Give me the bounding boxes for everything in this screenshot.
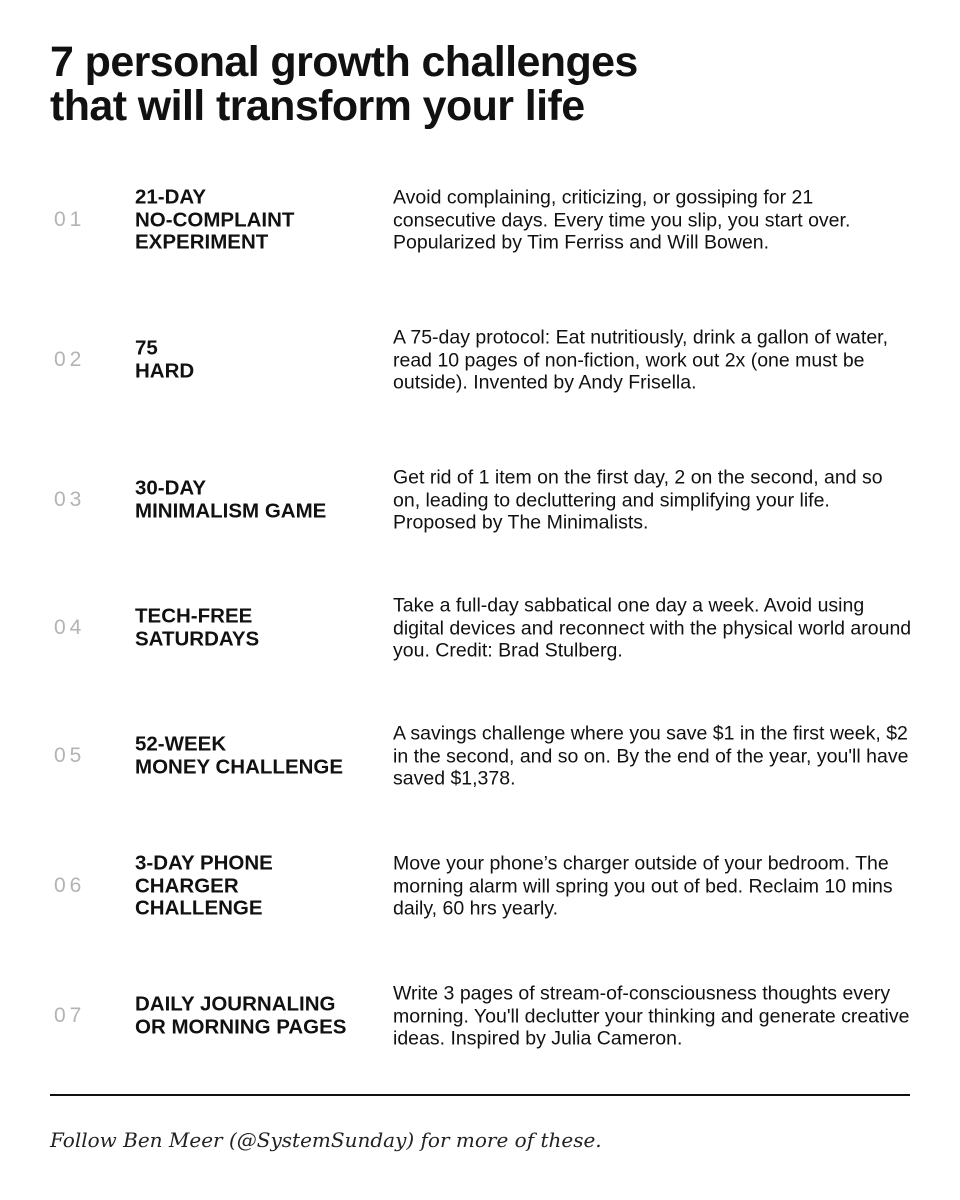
challenge-description: Take a full-day sabbatical one day a week. Avoid using digital devices and reconnect with the physical world around you. Credit: Brad Stulberg. xyxy=(393,594,912,662)
challenge-number: 01 xyxy=(54,208,86,231)
challenge-number: 04 xyxy=(54,616,86,639)
challenge-description: Get rid of 1 item on the first day, 2 on the second, and so on, leading to decluttering and simplifying your life. Proposed by The Minimalists. xyxy=(393,466,883,534)
challenge-description: Move your phone’s charger outside of your bedroom. The morning alarm will spring you out of bed. Reclaim 10 mins daily, 60 hrs yearly. xyxy=(393,852,893,920)
challenge-name xyxy=(135,478,380,523)
challenge-row xyxy=(0,716,960,796)
challenge-description: A 75-day protocol: Eat nutritiously, drink a gallon of water, read 10 pages of non-fiction, work out 2x (one must be outside). Invented by Andy Frisella. xyxy=(393,326,888,394)
challenge-name-line: 21-DAY xyxy=(135,185,207,209)
challenge-name-line: 52-WEEK xyxy=(135,732,227,756)
challenge-name-line: 3-DAY PHONE xyxy=(135,851,273,875)
challenge-name-line: MINIMALISM GAME xyxy=(135,499,327,522)
challenge-row xyxy=(0,180,960,260)
challenge-name-line: CHALLENGE xyxy=(135,896,263,920)
divider xyxy=(50,1094,910,1096)
challenge-row xyxy=(0,320,960,400)
title-line-1: 7 personal growth challenges xyxy=(50,38,638,86)
challenge-name-line: TECH-FREE xyxy=(135,604,253,628)
challenge-name xyxy=(135,852,380,920)
challenge-name-line: DAILY JOURNALING xyxy=(135,992,336,1016)
challenge-name xyxy=(135,338,380,383)
challenge-number: 06 xyxy=(54,874,86,897)
title-line-2: that will transform your life xyxy=(50,82,585,130)
page-title xyxy=(50,40,638,128)
challenge-description: Write 3 pages of stream-of-consciousness thoughts every morning. You'll declutter your thinking and generate creative ideas. Inspired by Julia Cameron. xyxy=(393,982,910,1050)
footer-credit: Follow Ben Meer (@SystemSunday) for more of these. xyxy=(50,1128,602,1152)
challenge-row xyxy=(0,460,960,540)
challenge-name xyxy=(135,994,380,1039)
challenge-description: Avoid complaining, criticizing, or gossiping for 21 consecutive days. Every time you slip, you start over. Popularized by Tim Ferriss and Will Bowen. xyxy=(393,186,851,254)
challenge-number: 05 xyxy=(54,744,86,767)
challenge-name-line: NO-COMPLAINT xyxy=(135,207,295,231)
challenge-name-line: SATURDAYS xyxy=(135,627,260,650)
challenge-number: 07 xyxy=(54,1004,86,1027)
challenge-name-line: CHARGER xyxy=(135,873,239,897)
challenge-number: 03 xyxy=(54,488,86,511)
challenge-name-line: OR MORNING PAGES xyxy=(135,1015,347,1038)
challenge-row xyxy=(0,976,960,1056)
challenge-row xyxy=(0,588,960,668)
challenge-name-line: MONEY CHALLENGE xyxy=(135,755,344,778)
challenge-name-line: EXPERIMENT xyxy=(135,230,269,254)
challenge-name-line: HARD xyxy=(135,359,195,382)
challenge-description: A savings challenge where you save $1 in the first week, $2 in the second, and so on. By the end of the year, you'll have saved $1,378. xyxy=(393,722,909,790)
challenge-name-line: 30-DAY xyxy=(135,476,207,500)
challenge-name-line: 75 xyxy=(135,336,158,360)
challenge-name xyxy=(135,186,380,254)
challenge-number: 02 xyxy=(54,348,86,371)
challenge-name xyxy=(135,606,380,651)
challenge-row xyxy=(0,846,960,926)
challenge-name xyxy=(135,734,380,779)
